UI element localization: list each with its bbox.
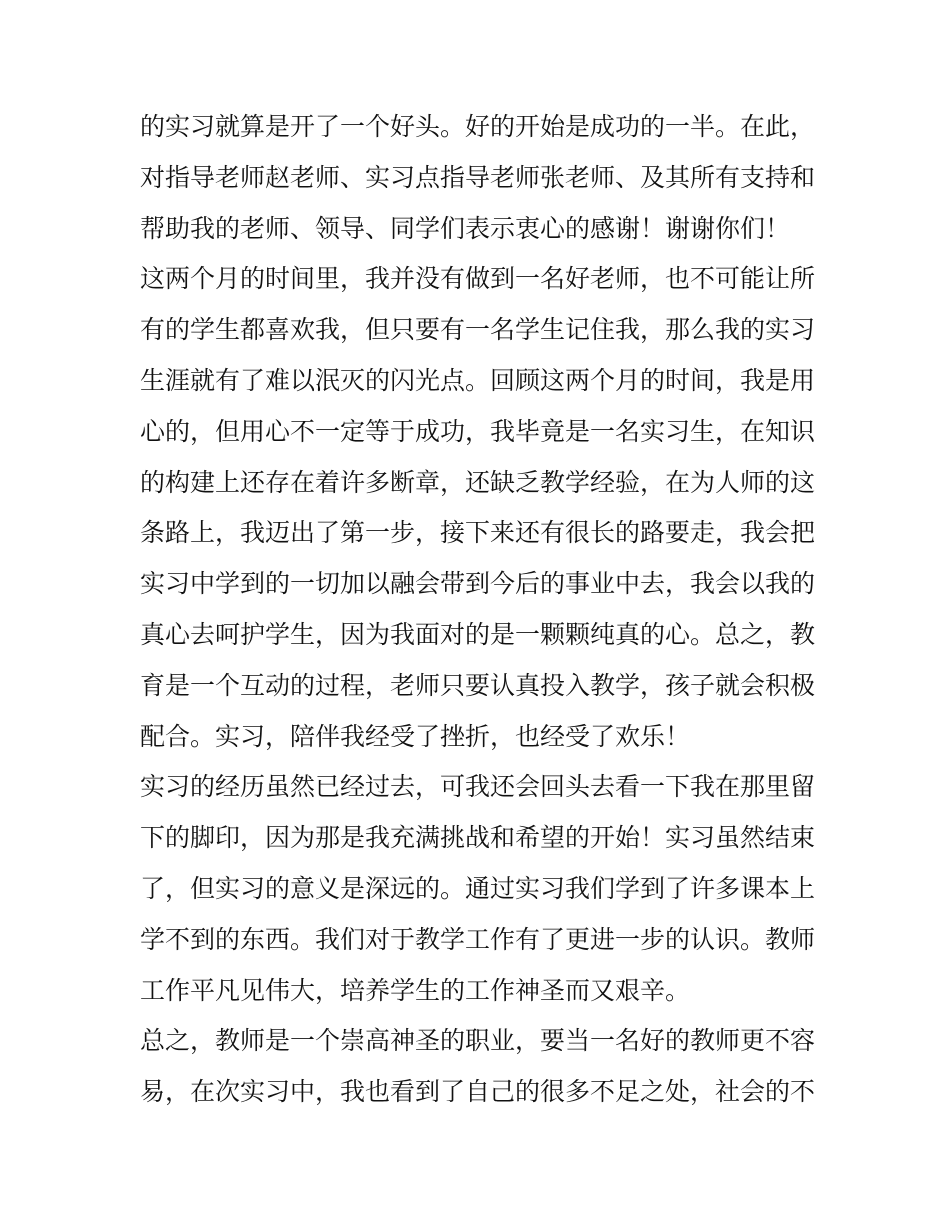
text-line: 配合。实习，陪伴我经受了挫折，也经受了欢乐！ xyxy=(140,721,691,751)
text-line: 实习中学到的一切加以融会带到今后的事业中去，我会以我的 xyxy=(140,569,816,599)
text-line: 心的，但用心不一定等于成功，我毕竟是一名实习生，在知识 xyxy=(140,416,816,446)
text-line: 对指导老师赵老师、实习点指导老师张老师、及其所有支持和 xyxy=(140,162,816,192)
text-line: 这两个月的时间里，我并没有做到一名好老师，也不可能让所 xyxy=(140,264,816,294)
text-line: 了，但实习的意义是深远的。通过实习我们学到了许多课本上 xyxy=(140,873,816,903)
text-line: 帮助我的老师、领导、同学们表示衷心的感谢！谢谢你们！ xyxy=(140,213,791,243)
text-line: 工作平凡见伟大，培养学生的工作神圣而又艰辛。 xyxy=(140,975,691,1005)
document-body xyxy=(140,102,820,1118)
text-line: 有的学生都喜欢我，但只要有一名学生记住我，那么我的实习 xyxy=(140,315,816,345)
text-line: 真心去呵护学生，因为我面对的是一颗颗纯真的心。总之，教 xyxy=(140,619,816,649)
text-line: 生涯就有了难以泯灭的闪光点。回顾这两个月的时间，我是用 xyxy=(140,365,816,395)
text-line: 易，在次实习中，我也看到了自己的很多不足之处，社会的不 xyxy=(140,1077,816,1107)
text-line: 学不到的东西。我们对于教学工作有了更进一步的认识。教师 xyxy=(140,924,816,954)
text-line: 实习的经历虽然已经过去，可我还会回头去看一下我在那里留 xyxy=(140,772,816,802)
text-line: 的实习就算是开了一个好头。好的开始是成功的一半。在此， xyxy=(140,112,816,141)
text-line: 总之，教师是一个崇高神圣的职业，要当一名好的教师更不容 xyxy=(140,1026,816,1056)
text-line: 育是一个互动的过程，老师只要认真投入教学，孩子就会积极 xyxy=(140,670,816,700)
text-line: 的构建上还存在着许多断章，还缺乏教学经验，在为人师的这 xyxy=(140,467,816,497)
text-line: 下的脚印，因为那是我充满挑战和希望的开始！实习虽然结束 xyxy=(140,823,816,853)
text-line: 条路上，我迈出了第一步，接下来还有很长的路要走，我会把 xyxy=(140,518,816,548)
